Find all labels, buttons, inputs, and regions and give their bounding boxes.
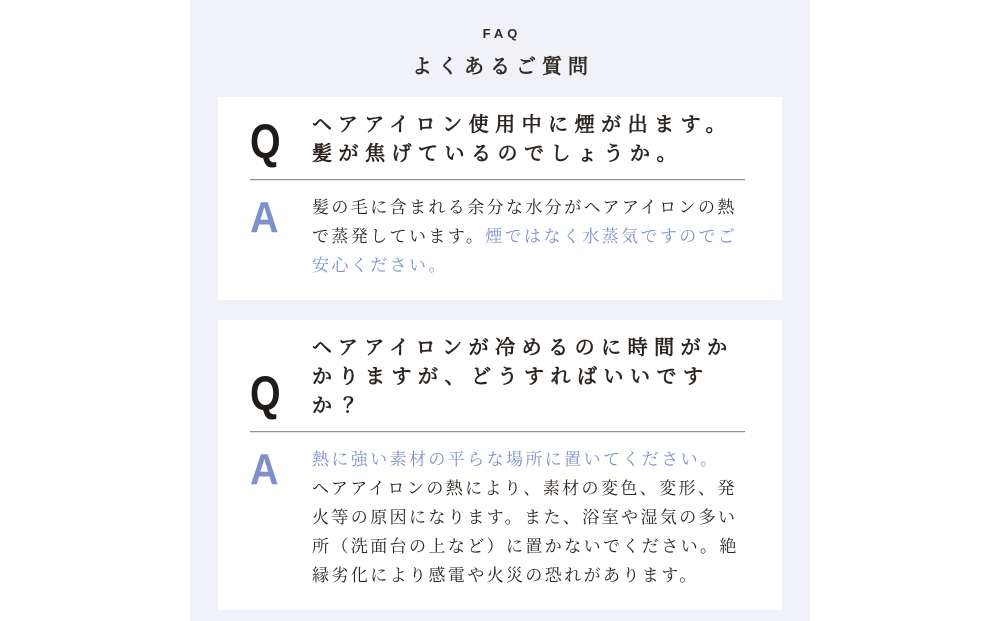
question-text: ヘアアイロン使用中に煙が出ます。髪が焦げているのでしょうか。 <box>312 114 732 165</box>
q-mark: Q <box>250 368 281 421</box>
a-mark: A <box>250 193 279 242</box>
answer-segment: ヘアアイロンの熱により、素材の変色、変形、発火等の原因になります。また、浴室や湿気の多い所（洗面台の上など）に置かないでください。絶縁劣化により感電や火災の恐れがあります。 <box>312 479 739 585</box>
answer-segment: 熱に強い素材の平らな場所に置いてください。 <box>312 450 720 469</box>
answer-text <box>312 445 745 590</box>
answer-row <box>250 445 745 590</box>
faq-section <box>190 0 810 621</box>
q-mark: Q <box>250 116 281 169</box>
answer-segment: 煙ではなく水蒸気ですのでご安心ください。 <box>312 227 738 275</box>
faq-eyebrow: FAQ <box>482 26 522 41</box>
question-answer-divider <box>250 431 745 432</box>
faq-card-1 <box>218 97 782 300</box>
faq-card-2 <box>218 320 782 610</box>
question-text: ヘアアイロンが冷めるのに時間がかかりますが、どうすればいいですか？ <box>312 337 734 417</box>
answer-text <box>312 193 745 280</box>
question-answer-divider <box>250 179 745 180</box>
a-mark: A <box>250 445 279 494</box>
page-title: よくあるご質問 <box>412 56 594 78</box>
answer-segment: 髪の毛に含まれる余分な水分がヘアアイロンの熱で蒸発しています。 <box>312 198 737 246</box>
question-row <box>250 334 745 421</box>
answer-row <box>250 193 745 280</box>
question-row <box>250 111 745 169</box>
